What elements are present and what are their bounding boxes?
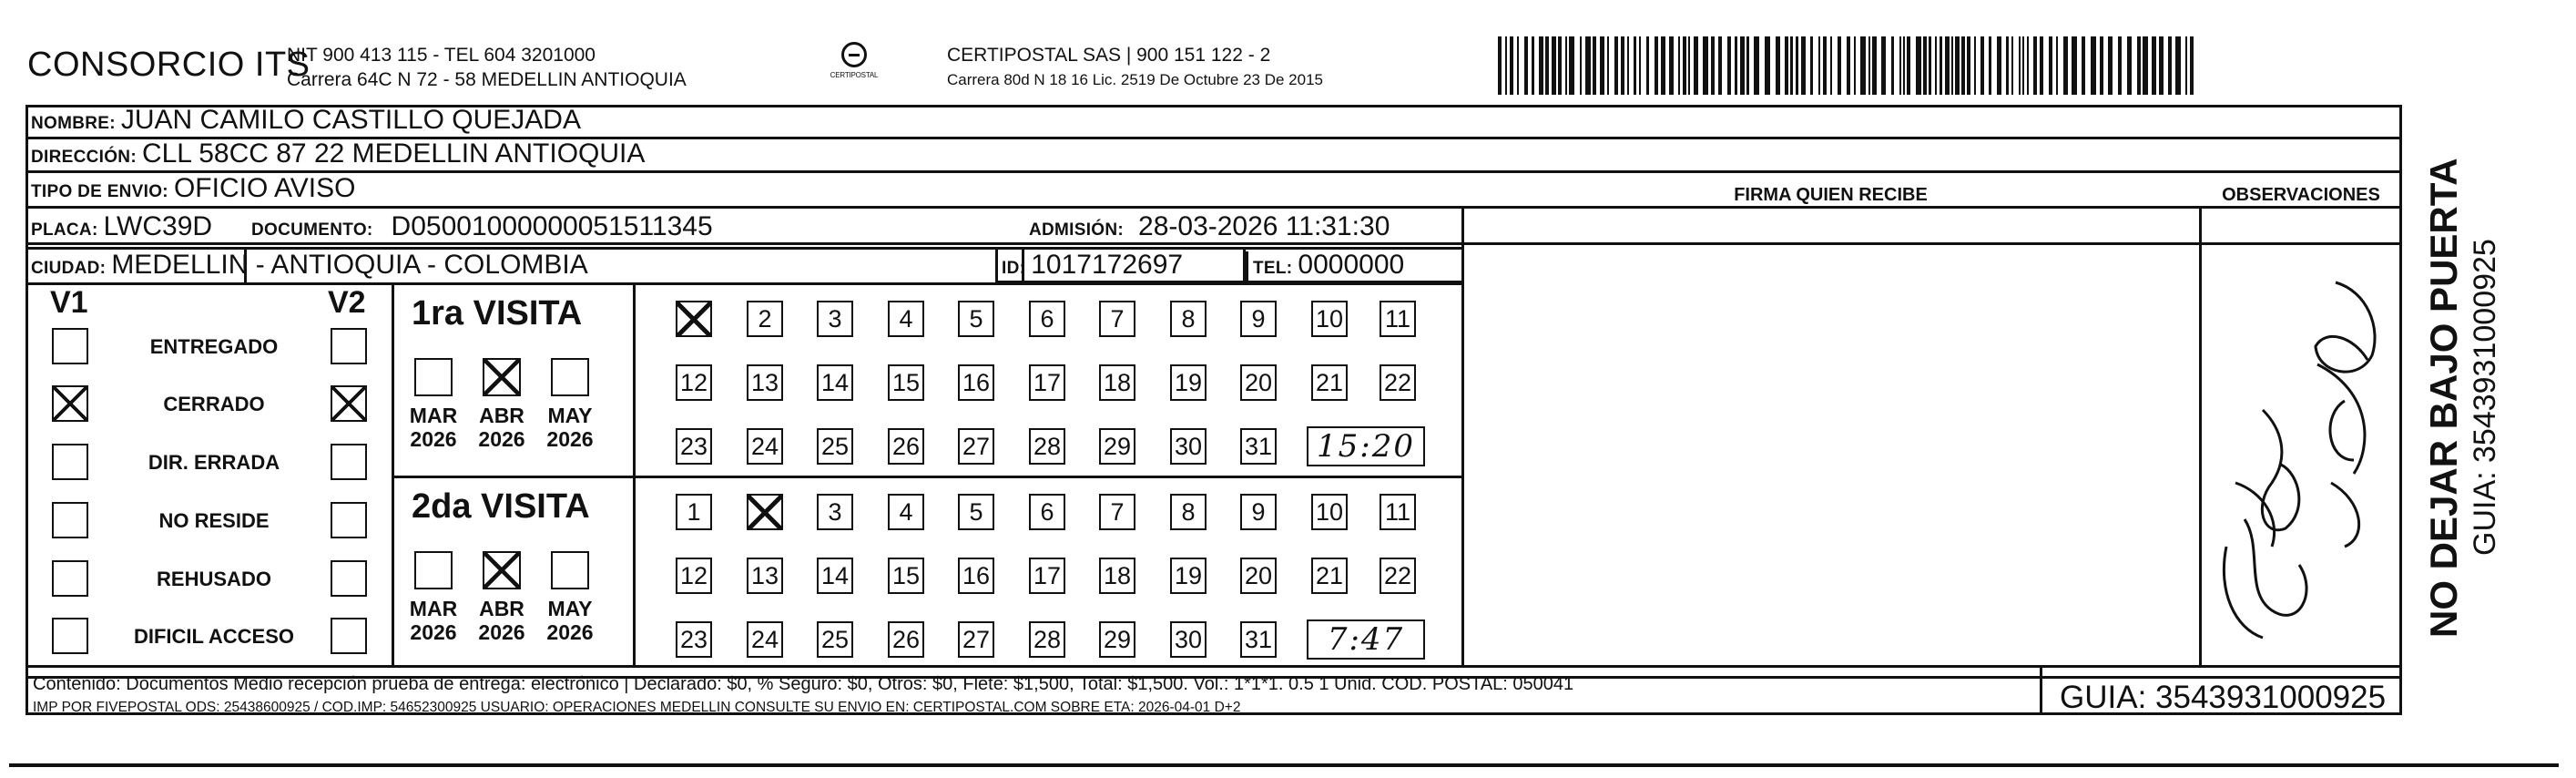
v2-header: V2: [328, 285, 366, 320]
v1-checkbox[interactable]: [52, 328, 88, 364]
direccion-value: CLL 58CC 87 22 MEDELLIN ANTIOQUIA: [141, 138, 646, 169]
id-value: 1017172697: [1031, 250, 1184, 280]
month-checkbox[interactable]: [483, 551, 521, 589]
month-label: [543, 597, 597, 644]
day-checkbox[interactable]: 21: [1311, 364, 1348, 401]
month-year: 2026: [546, 620, 594, 644]
day-checkbox[interactable]: 8: [1170, 494, 1207, 530]
day-checkbox[interactable]: 3: [817, 494, 853, 530]
tipo-row: [31, 173, 355, 204]
address-line: Carrera 64C N 72 - 58 MEDELLIN ANTIOQUIA: [287, 69, 687, 90]
ciudad-row: [31, 250, 588, 281]
month-label: [543, 404, 597, 451]
visit-title: 1ra VISITA: [412, 294, 583, 333]
day-checkbox[interactable]: 18: [1099, 558, 1135, 594]
month-label: [474, 404, 529, 451]
admision-row: [1029, 211, 1390, 242]
day-checkbox[interactable]: 4: [888, 494, 924, 530]
certipostal-logo: CERTIPOSTAL: [827, 42, 881, 91]
day-checkbox[interactable]: 6: [1029, 301, 1065, 337]
day-checkbox[interactable]: 22: [1380, 558, 1416, 594]
certipostal-line: CERTIPOSTAL SAS | 900 151 122 - 2: [947, 45, 1271, 66]
day-checkbox[interactable]: 15: [888, 364, 924, 401]
day-checkbox[interactable]: 8: [1170, 301, 1207, 337]
footer-frame: [25, 679, 2402, 715]
side-guia: GUIA: 3543931000925: [2468, 239, 2502, 556]
day-checkbox[interactable]: 12: [676, 558, 712, 594]
month-checkbox[interactable]: [483, 358, 521, 396]
documento-row: [251, 211, 713, 242]
no-dejar-bajo-puerta: NO DEJAR BAJO PUERTA: [2422, 158, 2465, 638]
documento-label: DOCUMENTO:: [251, 220, 373, 240]
day-checkbox[interactable]: 22: [1380, 364, 1416, 401]
company-info: [287, 43, 687, 92]
day-checkbox[interactable]: 27: [958, 621, 994, 658]
tel-value: 0000000: [1298, 250, 1405, 280]
day-checkbox[interactable]: 14: [817, 364, 853, 401]
v2-checkbox[interactable]: [331, 618, 367, 654]
documento-value: D05001000000051511345: [391, 211, 713, 241]
certipostal-addr: Carrera 80d N 18 16 Lic. 2519 De Octubre 23 De 2015: [947, 71, 1323, 88]
status-label: DIR. ERRADA: [148, 451, 280, 474]
month-year: 2026: [478, 427, 525, 451]
status-label: DIFICIL ACCESO: [133, 625, 294, 648]
v2-checkbox[interactable]: [331, 328, 367, 364]
month-year: 2026: [410, 620, 457, 644]
day-checkbox[interactable]: 12: [676, 364, 712, 401]
day-checkbox[interactable]: 4: [888, 301, 924, 337]
day-checkbox[interactable]: 24: [747, 621, 783, 658]
day-checkbox[interactable]: 17: [1029, 558, 1065, 594]
day-checkbox[interactable]: [747, 494, 783, 530]
day-checkbox[interactable]: 9: [1240, 301, 1277, 337]
month-name: MAY: [547, 597, 593, 620]
day-checkbox[interactable]: 9: [1240, 494, 1277, 530]
day-checkbox[interactable]: 29: [1099, 428, 1135, 465]
day-checkbox[interactable]: 14: [817, 558, 853, 594]
bottom-rule: [9, 763, 2559, 767]
month-year: 2026: [546, 427, 594, 451]
month-name: MAR: [409, 597, 458, 620]
footer-contenido: Contenido: Documentos Medio recepción prueba de entrega: electrónico | Declarado: $0, % Seguro: $0, Otros: $0, Flete: $1,500, Total: $1,500. Vol.: 1*1*1. 0.5 1 Unid. COD. POSTAL: 050041: [33, 674, 1574, 694]
day-checkbox[interactable]: 19: [1170, 558, 1207, 594]
v2-checkbox[interactable]: [331, 560, 367, 597]
day-checkbox[interactable]: 30: [1170, 621, 1207, 658]
month-label: [406, 597, 461, 644]
day-checkbox[interactable]: 5: [958, 301, 994, 337]
month-name: ABR: [479, 597, 524, 620]
status-label: REHUSADO: [157, 568, 271, 590]
v2-checkbox[interactable]: [331, 444, 367, 480]
day-checkbox[interactable]: 16: [958, 364, 994, 401]
direccion-label: DIRECCIÓN:: [31, 148, 137, 167]
nombre-value: JUAN CAMILO CASTILLO QUEJADA: [120, 105, 581, 135]
day-checkbox[interactable]: 29: [1099, 621, 1135, 658]
month-year: 2026: [410, 427, 457, 451]
id-row: [1002, 250, 1183, 281]
ciudad-label: CIUDAD:: [31, 259, 107, 278]
month-label: [474, 597, 529, 644]
nit-line: NIT 900 413 115 - TEL 604 3201000: [287, 45, 596, 66]
logo-icon: [841, 42, 867, 67]
month-year: 2026: [478, 620, 525, 644]
day-checkbox[interactable]: 18: [1099, 364, 1135, 401]
month-label: [406, 404, 461, 451]
day-checkbox[interactable]: 3: [817, 301, 853, 337]
v1-checkbox[interactable]: [52, 560, 88, 597]
footer-impresion: IMP POR FIVEPOSTAL ODS: 25438600925 / COD.IMP: 54652300925 USUARIO: OPERACIONES MEDELLIN CONSULTE SU ENVIO EN: CERTIPOSTAL.COM SOBRE ETA: 2026-04-01 D+2: [33, 700, 1241, 715]
day-checkbox[interactable]: 10: [1311, 494, 1348, 530]
day-checkbox[interactable]: 2: [747, 301, 783, 337]
day-checkbox[interactable]: 23: [676, 428, 712, 465]
day-checkbox[interactable]: 31: [1240, 428, 1277, 465]
day-checkbox[interactable]: 27: [958, 428, 994, 465]
observaciones-signature: [2208, 246, 2390, 660]
barcode: [1498, 36, 2199, 95]
placa-value: LWC39D: [103, 211, 213, 241]
day-checkbox[interactable]: 21: [1311, 558, 1348, 594]
visit-hour: 7:47: [1307, 619, 1425, 660]
day-checkbox[interactable]: 7: [1099, 494, 1135, 530]
v2-checkbox[interactable]: [331, 502, 367, 538]
status-label: CERRADO: [163, 393, 265, 415]
v1-checkbox[interactable]: [52, 618, 88, 654]
v1-checkbox[interactable]: [52, 385, 88, 422]
day-checkbox[interactable]: 16: [958, 558, 994, 594]
tipo-label: TIPO DE ENVIO:: [31, 182, 168, 201]
visit-hour: 15:20: [1307, 426, 1425, 466]
month-checkbox[interactable]: [414, 358, 453, 396]
day-checkbox[interactable]: 17: [1029, 364, 1065, 401]
company-name: CONSORCIO ITS: [27, 46, 311, 84]
day-checkbox[interactable]: [676, 301, 712, 337]
day-checkbox[interactable]: 10: [1311, 301, 1348, 337]
day-checkbox[interactable]: 24: [747, 428, 783, 465]
footer-guia: GUIA: 3543931000925: [2060, 680, 2387, 715]
month-checkbox[interactable]: [551, 358, 589, 396]
observaciones-header: OBSERVACIONES: [2222, 185, 2380, 205]
day-checkbox[interactable]: 28: [1029, 621, 1065, 658]
day-checkbox[interactable]: 26: [888, 621, 924, 658]
tipo-value: OFICIO AVISO: [173, 173, 356, 203]
placa-row: [31, 211, 212, 242]
day-checkbox[interactable]: 23: [676, 621, 712, 658]
certipostal-info: [947, 43, 1323, 92]
ciudad-value: MEDELLIN - ANTIOQUIA - COLOMBIA: [111, 250, 588, 280]
admision-label: ADMISIÓN:: [1029, 220, 1125, 240]
day-checkbox[interactable]: 30: [1170, 428, 1207, 465]
day-checkbox[interactable]: 28: [1029, 428, 1065, 465]
direccion-row: [31, 138, 645, 169]
day-checkbox[interactable]: 25: [817, 428, 853, 465]
id-label: ID:: [1002, 259, 1026, 278]
month-name: MAR: [409, 404, 458, 427]
day-checkbox[interactable]: 19: [1170, 364, 1207, 401]
v2-checkbox[interactable]: [331, 385, 367, 422]
v1-checkbox[interactable]: [52, 444, 88, 480]
tel-row: [1253, 250, 1404, 281]
day-checkbox[interactable]: 20: [1240, 558, 1277, 594]
admision-value: 28-03-2026 11:31:30: [1138, 211, 1390, 241]
day-checkbox[interactable]: 11: [1380, 301, 1416, 337]
day-checkbox[interactable]: 20: [1240, 364, 1277, 401]
visit-title: 2da VISITA: [412, 487, 590, 526]
firma-header: FIRMA QUIEN RECIBE: [1734, 185, 1928, 205]
month-checkbox[interactable]: [414, 551, 453, 589]
day-checkbox[interactable]: 1: [676, 494, 712, 530]
placa-label: PLACA:: [31, 220, 98, 240]
month-name: ABR: [479, 404, 524, 427]
month-name: MAY: [547, 404, 593, 427]
tel-label: TEL:: [1253, 259, 1293, 278]
v1-checkbox[interactable]: [52, 502, 88, 538]
v1-header: V1: [50, 285, 88, 320]
day-checkbox[interactable]: 7: [1099, 301, 1135, 337]
nombre-row: [31, 105, 581, 136]
day-checkbox[interactable]: 5: [958, 494, 994, 530]
day-checkbox[interactable]: 15: [888, 558, 924, 594]
day-checkbox[interactable]: 26: [888, 428, 924, 465]
status-label: NO RESIDE: [158, 509, 270, 532]
day-checkbox[interactable]: 6: [1029, 494, 1065, 530]
status-label: ENTREGADO: [149, 335, 279, 358]
day-checkbox[interactable]: 13: [747, 364, 783, 401]
day-checkbox[interactable]: 13: [747, 558, 783, 594]
month-checkbox[interactable]: [551, 551, 589, 589]
nombre-label: NOMBRE:: [31, 114, 116, 133]
day-checkbox[interactable]: 11: [1380, 494, 1416, 530]
day-checkbox[interactable]: 31: [1240, 621, 1277, 658]
day-checkbox[interactable]: 25: [817, 621, 853, 658]
